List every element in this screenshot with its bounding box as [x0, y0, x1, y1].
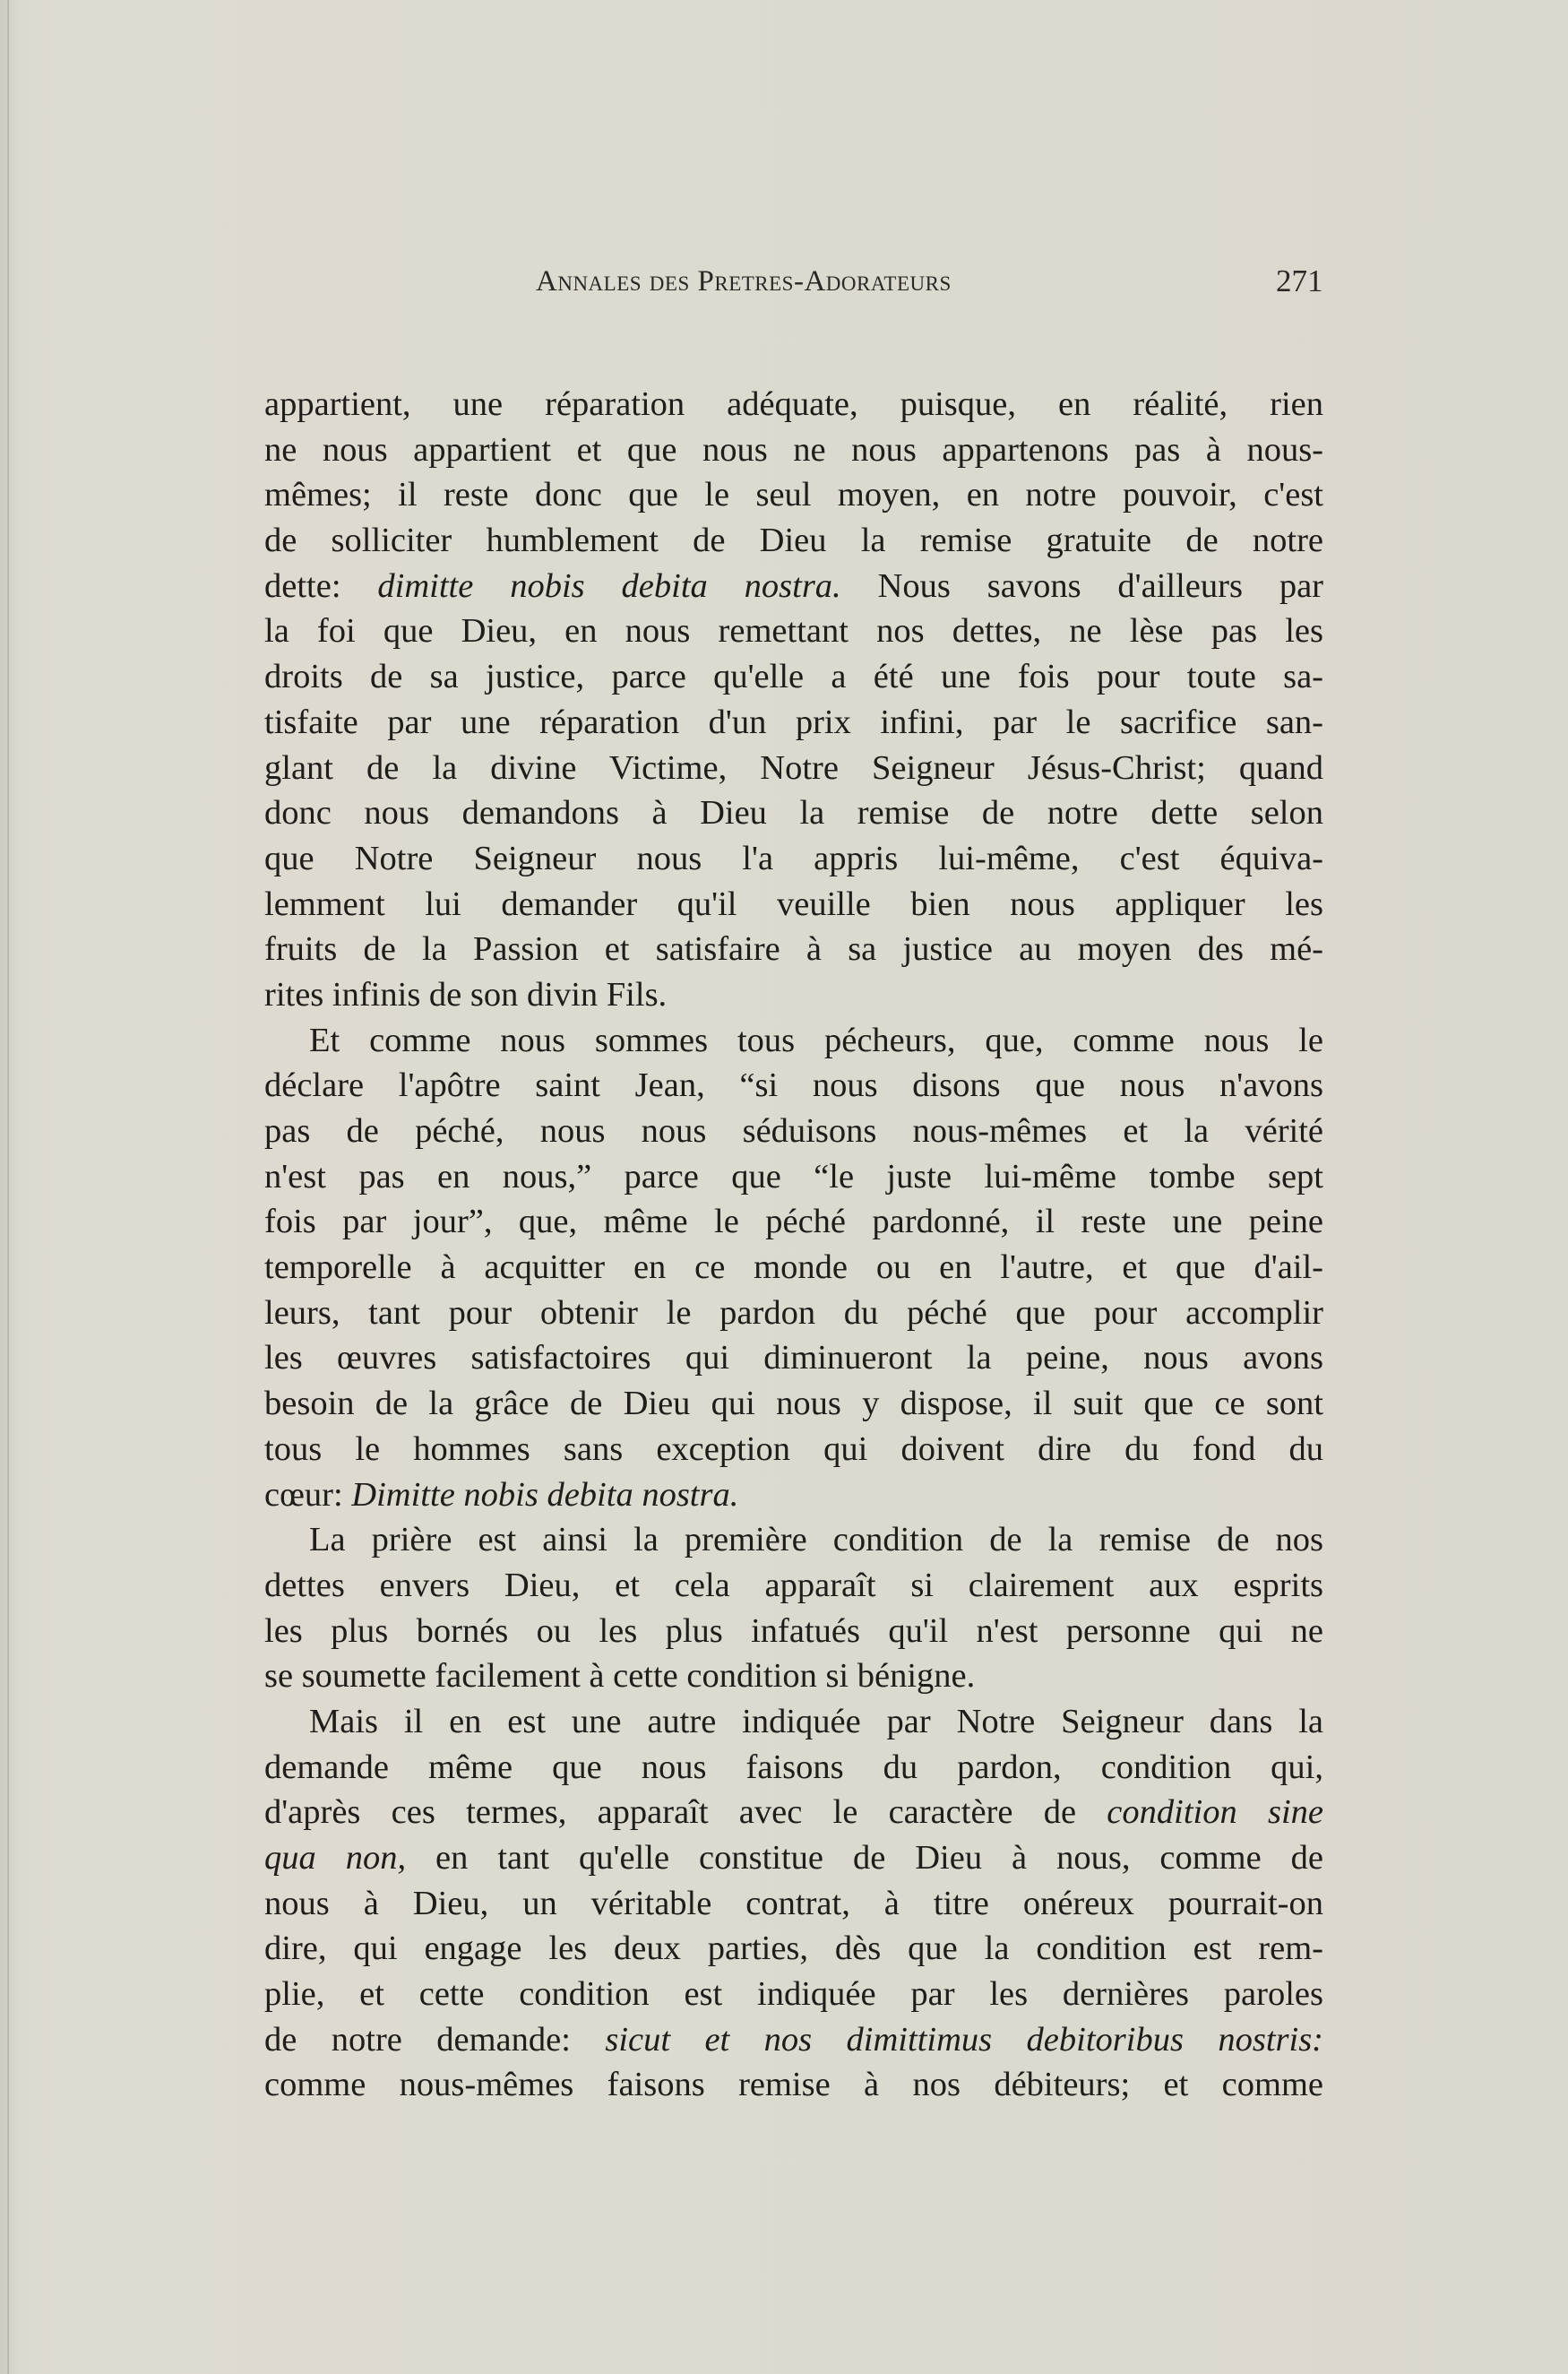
italic-text: condition sine [1107, 1793, 1323, 1832]
text-run: cœur: [264, 1475, 352, 1514]
text-run: pas de péché, nous nous séduisons nous-mêmes et la vérité [264, 1112, 1323, 1150]
text-run: d'après ces termes, apparaît avec le caractère de [264, 1793, 1107, 1832]
text-line [264, 1881, 1323, 1927]
text-line [264, 518, 1323, 564]
text-run: déclare l'apôtre saint Jean, “si nous disons que nous n'avons [264, 1066, 1323, 1105]
text-run: rites infinis de son divin Fils. [264, 975, 668, 1014]
text-run: plie, et cette condition est indiquée par les dernières paroles [264, 1975, 1323, 2014]
italic-text: sicut et nos dimittimus debitoribus nostris: [605, 2020, 1324, 2059]
text-line [264, 746, 1323, 791]
text-line [264, 564, 1323, 609]
text-line [264, 382, 1323, 427]
text-run: de solliciter humblement de Dieu la remise gratuite de notre [264, 522, 1323, 560]
text-line [264, 836, 1323, 882]
text-line [264, 1335, 1323, 1381]
text-run: la foi que Dieu, en nous remettant nos dettes, ne lèse pas les [264, 612, 1323, 651]
italic-text: qua non, [264, 1839, 407, 1877]
text-run: appartient, une réparation adéquate, puisque, en réalité, rien [264, 385, 1323, 423]
text-line [264, 972, 1323, 1018]
text-run: lemment lui demander qu'il veuille bien nous appliquer les [264, 885, 1323, 923]
text-run: que Notre Seigneur nous l'a appris lui-même, c'est équiva- [264, 839, 1323, 877]
italic-text: Dimitte nobis debita nostra. [351, 1475, 739, 1514]
text-run: Mais il en est une autre indiquée par Notre Seigneur dans la [309, 1702, 1323, 1740]
text-line [264, 790, 1323, 836]
text-line [264, 1972, 1323, 2017]
text-line [264, 1653, 1323, 1699]
text-run: demande même que nous faisons du pardon, condition qui, [264, 1748, 1323, 1786]
page-number: 271 [1276, 263, 1323, 298]
text-run: leurs, tant pour obtenir le pardon du péché que pour accomplir [264, 1293, 1323, 1332]
text-line [264, 1563, 1323, 1609]
text-line [264, 700, 1323, 746]
text-run: donc nous demandons à Dieu la remise de notre dette selon [264, 794, 1323, 833]
text-line [264, 1199, 1323, 1245]
text-line [264, 1381, 1323, 1427]
text-line [264, 1018, 1323, 1064]
text-run: ne nous appartient et que nous ne nous appartenons pas à nous- [264, 430, 1323, 469]
text-run: se soumette facilement à cette condition si bénigne. [264, 1657, 976, 1696]
italic-text: dimitte nobis debita nostra. [377, 566, 841, 605]
text-run: nous à Dieu, un véritable contrat, à titre onéreux pourrait-on [264, 1884, 1323, 1922]
text-run: tous le hommes sans exception qui doivent dire du fond du [264, 1429, 1323, 1468]
text-line [264, 2062, 1323, 2108]
text-line [264, 1472, 1323, 1518]
text-line [264, 2017, 1323, 2063]
text-run: les œuvres satisfactoires qui diminueront la peine, nous avons [264, 1339, 1323, 1377]
text-run: fois par jour”, que, même le péché pardonné, il reste une peine [264, 1203, 1323, 1241]
text-line [264, 1835, 1323, 1881]
text-run: dire, qui engage les deux parties, dès que la condition est rem- [264, 1929, 1323, 1968]
text-line [264, 1517, 1323, 1563]
text-line [264, 882, 1323, 928]
text-line [264, 1109, 1323, 1154]
text-line [264, 1699, 1323, 1745]
text-line [264, 1245, 1323, 1291]
text-run: dettes envers Dieu, et cela apparaît si clairement aux esprits [264, 1566, 1323, 1604]
text-line [264, 427, 1323, 473]
body-text [264, 382, 1323, 2108]
text-line [264, 1063, 1323, 1109]
text-run: besoin de la grâce de Dieu qui nous y dispose, il suit que ce sont [264, 1385, 1323, 1423]
text-run: les plus bornés ou les plus infatués qu'il n'est personne qui ne [264, 1611, 1323, 1650]
page-binding-edge [7, 0, 9, 2374]
text-run: comme nous-mêmes faisons remise à nos débiteurs; et comme [264, 2066, 1323, 2104]
text-line [264, 1926, 1323, 1972]
text-line [264, 1427, 1323, 1472]
text-run: Nous savons d'ailleurs par [840, 566, 1323, 605]
text-line [264, 1609, 1323, 1654]
text-line [264, 472, 1323, 518]
text-run: de notre demande: [264, 2020, 606, 2059]
text-run: en tant qu'elle constitue de Dieu à nous, comme de [406, 1839, 1324, 1877]
text-run: Et comme nous sommes tous pécheurs, que, comme nous le [309, 1021, 1323, 1059]
text-run: fruits de la Passion et satisfaire à sa justice au moyen des mé- [264, 930, 1323, 969]
text-line [264, 1154, 1323, 1200]
text-run: temporelle à acquitter en ce monde ou en l'autre, et que d'ail- [264, 1248, 1323, 1287]
text-run: tisfaite par une réparation d'un prix infini, par le sacrifice san- [264, 703, 1323, 741]
text-run: dette: [264, 566, 378, 605]
text-run: mêmes; il reste donc que le seul moyen, en notre pouvoir, c'est [264, 476, 1323, 514]
running-head: Annales des Pretres-Adorateurs [536, 265, 952, 298]
text-line [264, 1745, 1323, 1791]
text-line [264, 927, 1323, 972]
text-line [264, 654, 1323, 700]
text-run: glant de la divine Victime, Notre Seigneur Jésus-Christ; quand [264, 748, 1323, 787]
text-run: n'est pas en nous,” parce que “le juste lui-même tombe sept [264, 1157, 1323, 1196]
text-line [264, 609, 1323, 654]
text-line [264, 1291, 1323, 1336]
text-run: droits de sa justice, parce qu'elle a été une fois pour toute sa- [264, 658, 1323, 696]
text-run: La prière est ainsi la première condition de la remise de nos [309, 1521, 1323, 1559]
text-line [264, 1790, 1323, 1835]
